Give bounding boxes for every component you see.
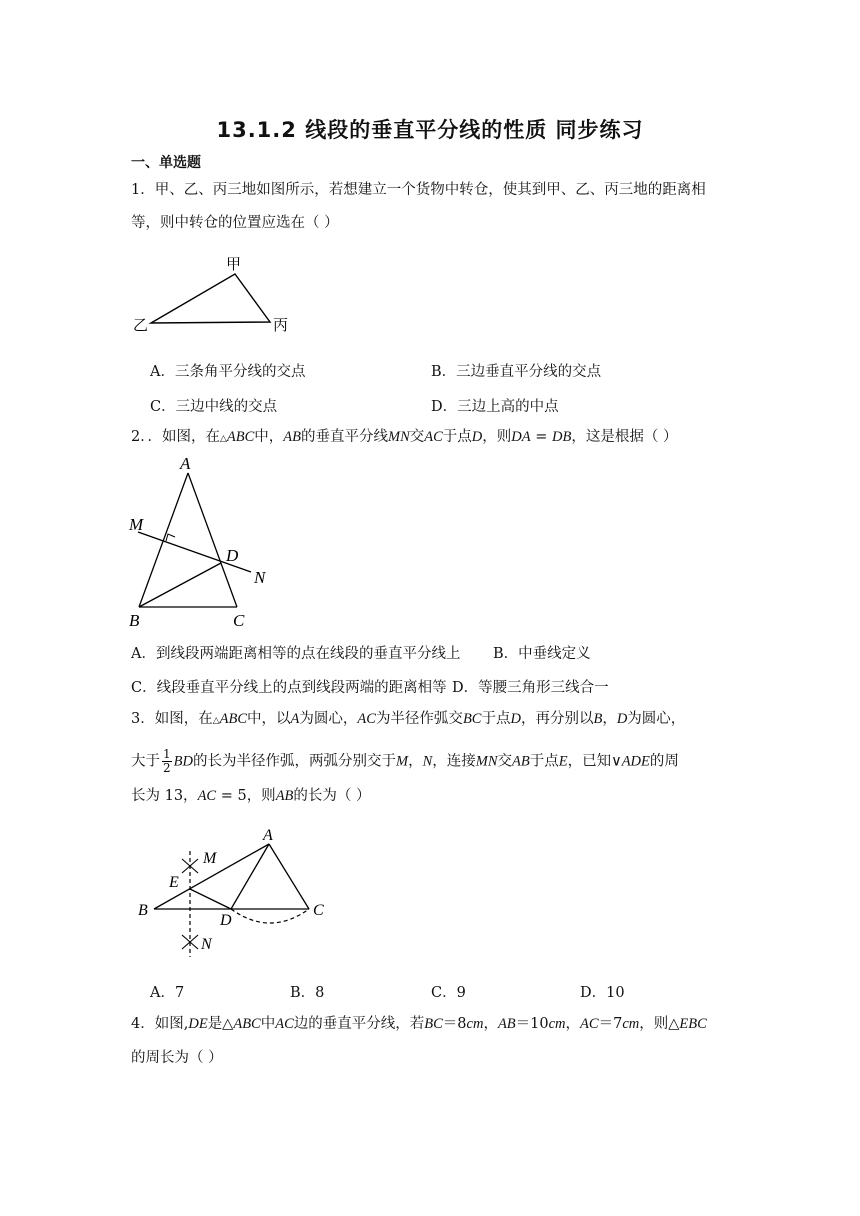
q4-math: ABC (233, 1016, 261, 1032)
q3-text: ，则 (246, 788, 276, 804)
q3-math: AC (357, 711, 376, 727)
q1-label-jia: 甲 (226, 257, 242, 273)
q1-option-b[interactable]: B．三边垂直平分线的交点 (431, 364, 602, 380)
q4-math: cm (466, 1016, 484, 1032)
q1-option-c[interactable]: C．三边中线的交点 (150, 399, 278, 415)
q1-label-bing: 丙 (273, 318, 289, 334)
q3-text: 3．如图，在 (131, 711, 213, 727)
q3-option-b[interactable]: B．8 (290, 985, 325, 1001)
q2-math: AC (424, 429, 443, 445)
q2-label-c: C (233, 611, 245, 630)
q3-math: D (616, 711, 628, 727)
q2-label-m: M (129, 515, 144, 534)
q4-math: EBC (679, 1016, 707, 1032)
q3-stem-line2 (131, 748, 679, 775)
q3-label-a: A (263, 827, 273, 844)
q3-segment-ed (190, 889, 231, 909)
q2-math: AB (283, 429, 302, 445)
q3-text: ，已知 (567, 753, 612, 770)
q4-text: 是△ (207, 1016, 234, 1032)
q1-stem-line2: 等，则中转仓的位置应选在（ ） (131, 215, 339, 231)
q2-label-n: N (254, 568, 266, 587)
q3-label-d: D (220, 912, 232, 929)
q3-option-a[interactable]: A．7 (150, 985, 185, 1001)
q2-option-c[interactable]: C．线段垂直平分线上的点到线段两端的距离相等 (131, 680, 447, 696)
q3-segment-ad (231, 844, 269, 909)
q3-text: 的长为半径作弧，两弧分别交于 (192, 753, 396, 770)
section-heading: 一、单选题 (131, 155, 201, 171)
q4-math: AB (497, 1016, 516, 1032)
q2-text: = (530, 429, 552, 445)
q2-figure (125, 452, 285, 632)
q3-label-n: N (201, 936, 212, 953)
page-title: 13.1.2 线段的垂直平分线的性质 同步练习 (216, 118, 644, 142)
q2-math: DA (511, 429, 531, 445)
q2-label-b: B (129, 611, 140, 630)
q4-text: ＝8 (442, 1016, 467, 1032)
q3-label-b: B (138, 902, 148, 919)
q4-math: cm (548, 1016, 566, 1032)
q1-figure (130, 252, 300, 334)
q3-text: = 5 (216, 788, 247, 804)
q3-math: ABC (219, 711, 248, 727)
q2-text: ，这是根据（ ） (571, 429, 678, 445)
q3-label-c: C (313, 902, 324, 919)
q3-math: AB (275, 788, 294, 804)
q4-math: AC (580, 1016, 599, 1032)
q1-label-yi: 乙 (133, 318, 149, 334)
q2-math: ABC (226, 429, 255, 445)
q3-text: 为圆心， (627, 711, 686, 727)
q3-math: AB (512, 753, 530, 770)
q4-stem-line1 (131, 1014, 707, 1034)
q2-option-b[interactable]: B．中垂线定义 (493, 646, 591, 662)
q4-text: 边的垂直平分线，若 (293, 1016, 425, 1032)
q3-math: N (422, 753, 433, 770)
q3-text: 于点 (529, 753, 559, 770)
q4-text: ＝10 (515, 1016, 549, 1032)
q1-triangle (151, 274, 270, 323)
q2-text: 中， (254, 429, 284, 445)
q3-math: E (558, 753, 568, 770)
q3-option-c[interactable]: C．9 (431, 985, 466, 1001)
q2-label-d: D (226, 546, 239, 565)
q4-text: 4．如图, (131, 1016, 189, 1032)
q3-figure (130, 825, 340, 965)
q3-math: M (395, 753, 409, 770)
fraction-numerator: 1 (163, 747, 171, 761)
q3-math: MN (475, 753, 498, 770)
q3-text: 为圆心， (299, 711, 358, 727)
triangle-symbol: △ (212, 716, 220, 726)
q2-right-angle-mark (166, 534, 175, 541)
q3-stem-line3 (131, 786, 371, 806)
q4-text: 中 (260, 1016, 276, 1032)
q3-text: 的周 (649, 753, 679, 770)
q1-option-d[interactable]: D．三边上高的中点 (431, 399, 559, 415)
q3-text: ，连接 (432, 753, 476, 770)
q3-text: 大于 (131, 753, 160, 770)
q3-math: ADE (621, 753, 650, 770)
q2-math: MN (388, 429, 410, 445)
q3-text: 于点 (481, 711, 511, 727)
q2-side-ab (139, 473, 188, 607)
fraction-denominator: 2 (163, 761, 171, 775)
q3-text: 中，以 (247, 711, 291, 727)
q4-math: AC (275, 1016, 294, 1032)
q4-stem-line2: 的周长为（ ） (131, 1050, 223, 1066)
q2-text: 于点 (442, 429, 472, 445)
q3-label-e: E (169, 874, 179, 891)
q3-text: ，再分别以 (520, 711, 594, 727)
q3-text: 交 (497, 753, 512, 770)
q4-text: ，则△ (639, 1016, 680, 1032)
q2-text: 2．．如图，在 (131, 429, 220, 445)
q4-text: ， (565, 1016, 581, 1032)
q4-math: cm (622, 1016, 640, 1032)
q1-option-a[interactable]: A．三条角平分线的交点 (150, 364, 306, 380)
q3-text: ， (408, 753, 423, 770)
q3-text: ， (602, 711, 617, 727)
q3-option-d[interactable]: D．10 (580, 985, 625, 1001)
q3-math: BD (173, 753, 193, 770)
q3-arc-dc (231, 909, 309, 923)
q4-math: BC (424, 1016, 443, 1032)
q4-text: ， (483, 1016, 498, 1032)
q3-text: ∨ (611, 753, 622, 770)
q3-text: 的长为（ ） (293, 788, 371, 804)
q3-math: B (593, 711, 603, 727)
q4-math: DE (188, 1016, 208, 1032)
q3-math: AC (197, 788, 217, 804)
q2-segment-bd (139, 563, 221, 607)
q2-side-ac (188, 473, 237, 607)
triangle-symbol: △ (219, 434, 227, 444)
q3-stem-line1 (131, 709, 685, 731)
q3-math: BC (462, 711, 482, 727)
q2-stem (131, 427, 677, 449)
q3-text: 长为 13， (131, 788, 198, 804)
q3-text: 为半径作弧交 (375, 711, 463, 727)
q2-math: D (471, 429, 483, 445)
q2-option-d[interactable]: D．等腰三角形三线合一 (452, 680, 609, 696)
q3-label-m: M (203, 850, 217, 867)
q2-option-a[interactable]: A．到线段两端距离相等的点在线段的垂直平分线上 (131, 646, 461, 662)
q3-math: A (290, 711, 300, 727)
q4-text: ＝7 (598, 1016, 623, 1032)
q1-stem-line1: 1．甲、乙、丙三地如图所示，若想建立一个货物中转仓，使其到甲、乙、丙三地的距离相 (131, 182, 706, 198)
q2-text: ，则 (482, 429, 512, 445)
q3-fraction (162, 748, 172, 775)
q2-math: DB (552, 429, 572, 445)
q3-side-ac (269, 844, 309, 909)
q2-label-a: A (180, 454, 191, 473)
q2-text: 的垂直平分线 (301, 429, 389, 445)
q2-text: 交 (409, 429, 425, 445)
q3-math: D (510, 711, 521, 727)
